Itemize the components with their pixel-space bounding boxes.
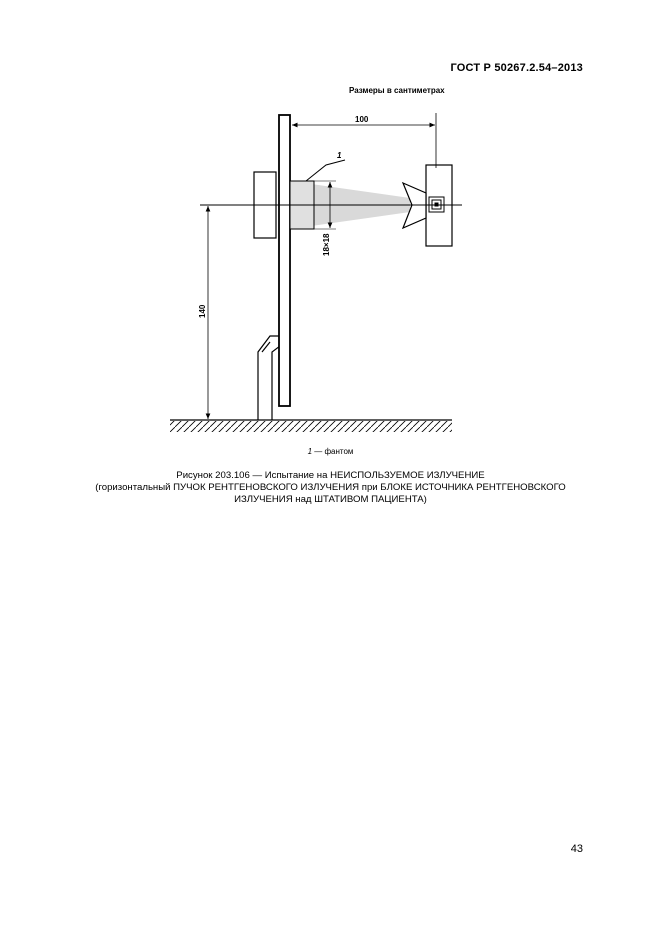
figure-caption (40, 470, 621, 506)
patient-support-board (279, 115, 290, 406)
dim-horizontal-label: 100 (355, 115, 369, 124)
caption-line-1: Рисунок 203.106 — Испытание на НЕИСПОЛЬЗУЕМОЕ ИЗЛУЧЕНИЕ (176, 470, 485, 481)
callout-label: 1 (337, 151, 342, 160)
legend-text: — фантом (312, 447, 354, 456)
figure-legend (0, 447, 661, 456)
page-number: 43 (570, 843, 583, 855)
dim-horizontal (292, 113, 436, 168)
dim-height (198, 206, 208, 419)
test-setup-diagram (0, 0, 661, 460)
units-note: Размеры в сантиметрах (349, 86, 445, 95)
phantom-callout (306, 151, 345, 181)
dim-height-label: 140 (198, 304, 207, 318)
legend-number: 1 (307, 447, 313, 456)
dim-field-label: 18×18 (322, 233, 331, 256)
caption-line-2: (горизонтальный ПУЧОК РЕНТГЕНОВСКОГО ИЗЛУЧЕНИЯ при БЛОКЕ ИСТОЧНИКА РЕНТГЕНОВСКОГО (95, 482, 566, 493)
caption-line-3: ИЗЛУЧЕНИЯ над ШТАТИВОМ ПАЦИЕНТА) (234, 494, 427, 505)
patient-support-stand (258, 336, 280, 420)
document-header: ГОСТ Р 50267.2.54–2013 (450, 62, 583, 74)
floor (170, 420, 452, 432)
